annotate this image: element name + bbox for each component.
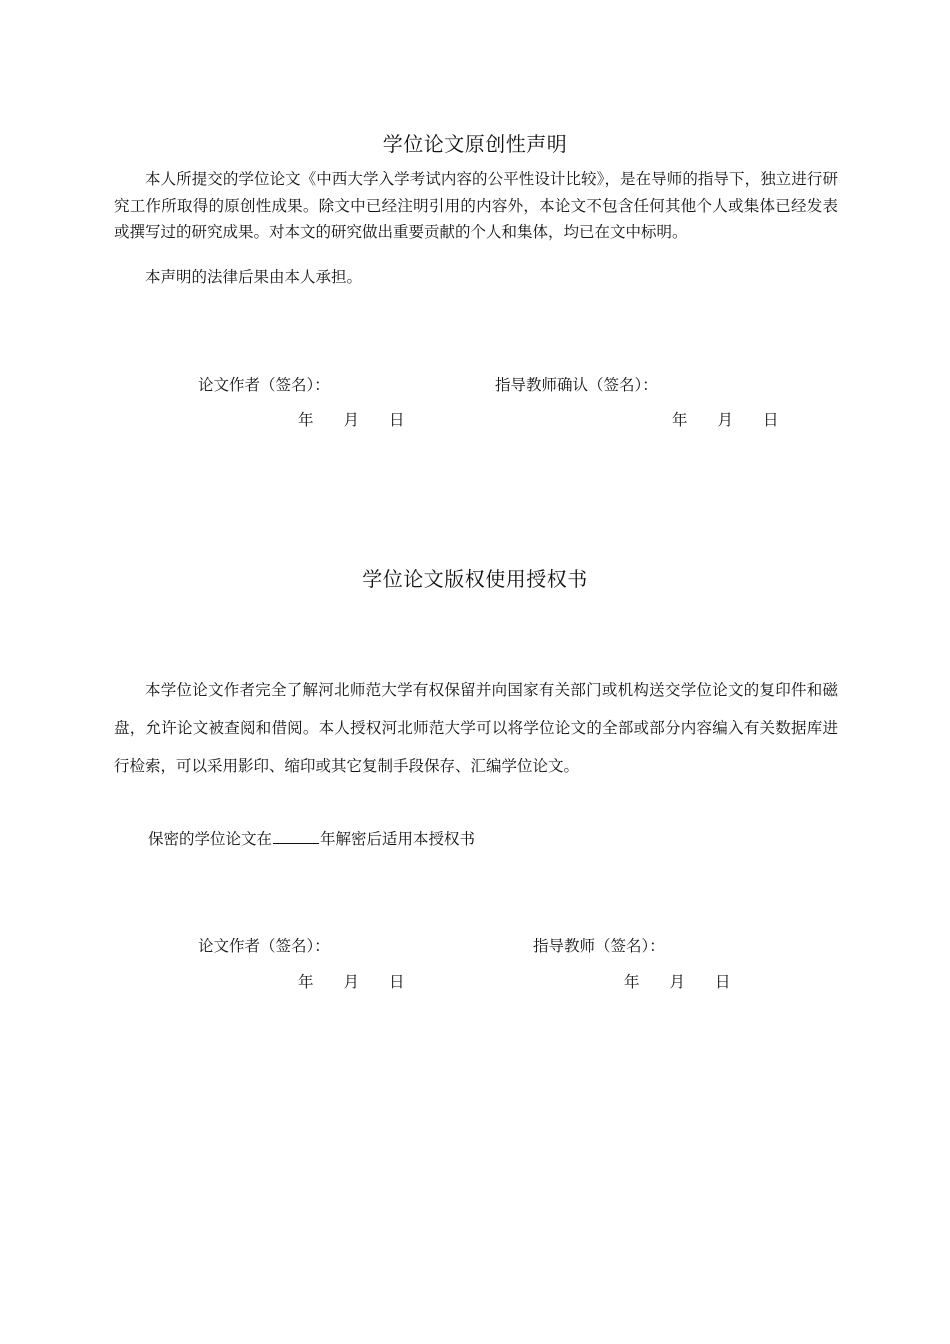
date-day: 日 <box>389 411 405 429</box>
date-month: 月 <box>717 411 734 429</box>
secret-years-blank <box>273 828 319 845</box>
declaration-advisor-date <box>672 408 779 430</box>
authorization-secret-line <box>148 827 475 849</box>
date-year: 年 <box>298 973 314 991</box>
authorization-advisor-date <box>624 970 731 992</box>
authorization-paragraph: 本学位论文作者完全了解河北师范大学有权保留并向国家有关部门或机构送交学位论文的复印件和磁盘，允许论文被查阅和借阅。本人授权河北师范大学可以将学位论文的全部或部分内容编入有关数据库进行检索，可以采用影印、缩印或其它复制手段保存、汇编学位论文。 <box>114 681 838 775</box>
secret-suffix: 年解密后适用本授权书 <box>320 830 476 848</box>
date-day: 日 <box>389 973 405 991</box>
date-month: 月 <box>343 411 360 429</box>
date-year: 年 <box>672 411 688 429</box>
declaration-title: 学位论文原创性声明 <box>382 132 568 156</box>
date-month: 月 <box>669 973 686 991</box>
date-day: 日 <box>763 411 779 429</box>
secret-prefix: 保密的学位论文在 <box>148 830 273 848</box>
date-year: 年 <box>624 973 640 991</box>
date-month: 月 <box>343 973 360 991</box>
date-day: 日 <box>715 973 731 991</box>
authorization-author-signature-label: 论文作者（签名）： <box>198 937 330 955</box>
declaration-legal-note: 本声明的法律后果由本人承担。 <box>145 268 363 286</box>
declaration-author-signature-label: 论文作者（签名）： <box>198 376 330 394</box>
date-year: 年 <box>298 411 314 429</box>
authorization-advisor-signature-label: 指导教师（签名）： <box>533 937 665 955</box>
declaration-advisor-signature-label: 指导教师确认（签名）： <box>495 376 658 394</box>
authorization-author-date <box>298 970 405 992</box>
declaration-author-date <box>298 408 405 430</box>
declaration-paragraph: 本人所提交的学位论文《中西大学入学考试内容的公平性设计比较》，是在导师的指导下，独立进行研究工作所取得的原创性成果。除文中已经注明引用的内容外，本论文不包含任何其他个人或集体已经发表或撰写过的研究成果。对本文的研究做出重要贡献的个人和集体，均已在文中标明。 <box>114 170 838 241</box>
authorization-title: 学位论文版权使用授权书 <box>362 567 588 591</box>
